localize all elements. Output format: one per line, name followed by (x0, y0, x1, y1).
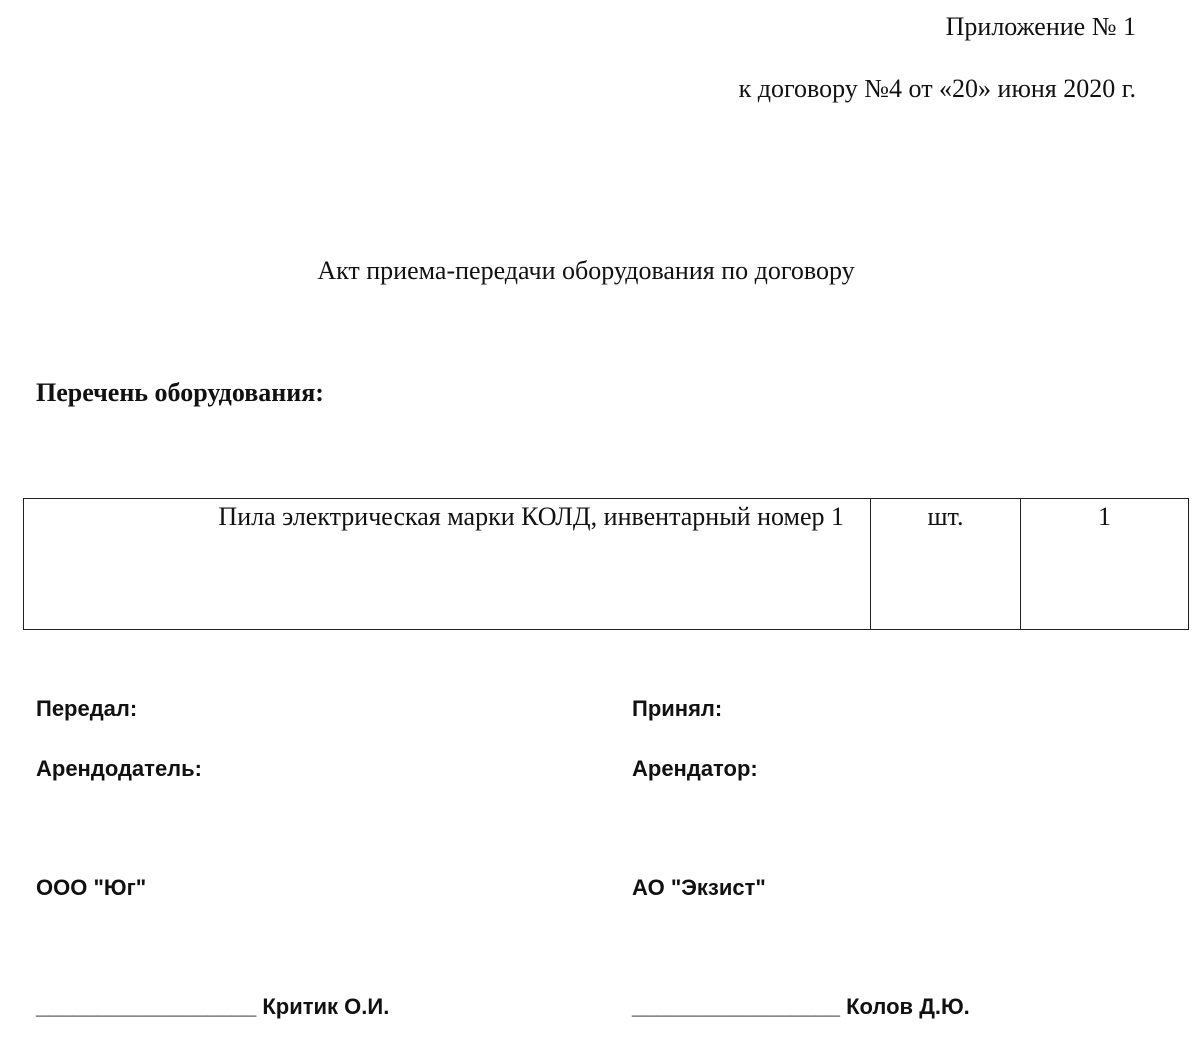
document-title: Акт приема-передачи оборудования по договору (317, 256, 855, 285)
appendix-number: Приложение № 1 (945, 12, 1136, 41)
lessor-signature-line: __________________ Критик О.И. (36, 994, 390, 1019)
received-by-label: Принял: (632, 696, 723, 721)
equipment-name-cell: Пила электрическая марки КОЛД, инвентарный номер 1 (24, 499, 871, 630)
equipment-quantity-cell: 1 (1021, 499, 1189, 630)
table-row (24, 499, 1189, 630)
lessor-company: ООО "Юг" (36, 875, 147, 900)
lessee-signature-line: _________________ Колов Д.Ю. (632, 994, 970, 1019)
equipment-list-heading: Перечень оборудования: (36, 378, 324, 407)
lessor-label: Арендодатель: (36, 756, 202, 781)
appendix-contract-reference: к договору №4 от «20» июня 2020 г. (738, 74, 1136, 103)
transferred-by-label: Передал: (36, 696, 138, 721)
lessee-company: АО "Экзист" (632, 875, 766, 900)
equipment-unit-cell: шт. (871, 499, 1021, 630)
lessee-label: Арендатор: (632, 756, 758, 781)
equipment-table (23, 498, 1189, 630)
